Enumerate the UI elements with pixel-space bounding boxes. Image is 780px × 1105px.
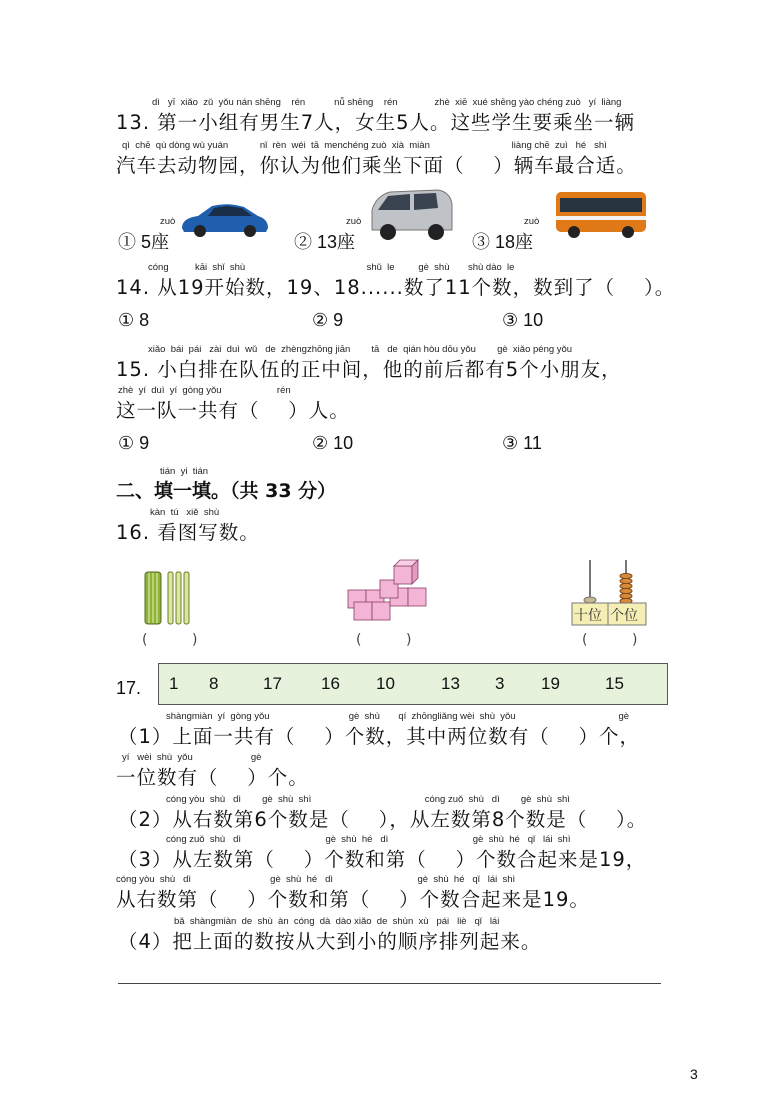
abacus-ones-label: 个位 xyxy=(610,608,638,624)
option-mark: ③ xyxy=(502,433,519,453)
sedan-car-image xyxy=(178,198,270,240)
option-2 xyxy=(312,310,343,331)
option-mark: ② xyxy=(294,232,312,252)
option-mark: ① xyxy=(118,433,135,453)
abacus-tens-label: 十位 xyxy=(574,608,602,624)
pinyin: xiǎo bái pái zài duì wǔ de zhèngzhōng jiān tā de qián hòu dōu yǒu gè xiǎo péng yǒu xyxy=(148,344,573,355)
option-text: 5座 xyxy=(141,232,170,252)
option-text: 18座 xyxy=(495,232,534,252)
pinyin: yí wèi shù yǒu gè xyxy=(122,752,262,763)
number: 19 xyxy=(541,674,560,693)
option-text: 9 xyxy=(333,310,344,330)
option-2 xyxy=(312,433,353,454)
option-1 xyxy=(118,228,169,254)
option-mark: ③ xyxy=(502,310,519,330)
answer-blank[interactable]: ( ) xyxy=(142,632,198,648)
bus-image xyxy=(554,186,648,242)
pinyin: qì chē qù dòng wù yuán nǐ rèn wéi tā menchéng zuò xià miàn liàng chē zuì hé shì xyxy=(122,140,607,151)
option-1 xyxy=(118,310,149,331)
sub-question-2: （2）从右数第6个数是（ ），从左数第8个数是（ ）。 xyxy=(118,808,648,831)
question-13-text: 13. 第一小组有男生7人，女生5人。这些学生要乘坐一辆 xyxy=(116,111,636,134)
pinyin: zuò xyxy=(346,216,362,227)
number: 8 xyxy=(209,674,219,693)
option-text: 10 xyxy=(333,433,354,453)
pinyin: tián yi tián xyxy=(160,466,209,477)
option-text: 8 xyxy=(139,310,150,330)
pinyin: zuò xyxy=(160,216,176,227)
option-1 xyxy=(118,433,149,454)
question-16-text: 16. 看图写数。 xyxy=(116,521,260,544)
pinyin: zhè yí duì yí gòng yǒu rén xyxy=(118,385,291,396)
option-3 xyxy=(472,228,533,254)
question-17-label: 17. xyxy=(116,678,142,698)
pinyin: cóng kāi shǐ shù shǔ le gè shù shù dào le xyxy=(148,262,515,273)
sub-question-4: （4）把上面的数按从大到小的顺序排列起来。 xyxy=(118,930,542,953)
option-mark: ① xyxy=(118,310,135,330)
minivan-image xyxy=(366,186,454,244)
number: 10 xyxy=(376,674,395,693)
pinyin: shàngmiàn yí gòng yǒu gè shù qí zhōngliǎng wèi shù yǒu gè xyxy=(166,711,630,722)
option-2 xyxy=(294,228,355,254)
option-mark: ② xyxy=(312,433,329,453)
pinyin: cóng yòu shù dì gè shù hé dì gè shù hé qǐ lái shì xyxy=(116,874,516,885)
sub-question-1: 一位数有（ ）个。 xyxy=(116,766,309,789)
question-15-text: 15. 小白排在队伍的正中间，他的前后都有5个小朋友， xyxy=(116,358,622,381)
option-mark: ② xyxy=(312,310,329,330)
pinyin: cóng zuǒ shù dì gè shù hé dì gè shù hé qǐ lái shì xyxy=(166,834,571,845)
answer-line[interactable] xyxy=(118,983,661,984)
option-mark: ① xyxy=(118,232,136,252)
page-number: 3 xyxy=(690,1066,698,1082)
cubes-image xyxy=(340,558,430,624)
question-15-text: 这一队一共有（ ）人。 xyxy=(116,399,350,422)
number: 15 xyxy=(605,674,624,693)
option-text: 9 xyxy=(139,433,150,453)
option-text: 11 xyxy=(523,433,542,453)
option-mark: ③ xyxy=(472,232,490,252)
sub-question-1: （1）上面一共有（ ）个数，其中两位数有（ ）个， xyxy=(118,725,640,748)
option-text: 10 xyxy=(523,310,544,330)
question-13-text: 汽车去动物园，你认为他们乘坐下面（ ）辆车最合适。 xyxy=(116,154,637,177)
pinyin: zuò xyxy=(524,216,540,227)
pinyin: dì yī xiǎo zǔ yǒu nán shēng rén nǚ shēng rén zhè xiē xué shēng yào chéng zuò yí liàng xyxy=(152,97,622,108)
pinyin: cóng yòu shù dì gè shù shì cóng zuǒ shù dì gè shù shì xyxy=(166,794,570,805)
number: 1 xyxy=(169,674,179,693)
number: 13 xyxy=(441,674,460,693)
answer-blank[interactable]: ( ) xyxy=(582,632,638,648)
sub-question-3: （3）从左数第（ ）个数和第（ ）个数合起来是19， xyxy=(118,848,647,871)
option-text: 13座 xyxy=(317,232,356,252)
counting-sticks-image xyxy=(144,570,194,626)
number-box xyxy=(158,663,668,705)
pinyin: bǎ shàngmiàn de shù àn cóng dà dào xiǎo de shùn xù pái liè qǐ lái xyxy=(174,916,500,927)
number: 17 xyxy=(263,674,282,693)
sub-question-3: 从右数第（ ）个数和第（ ）个数合起来是19。 xyxy=(116,888,590,911)
number: 16 xyxy=(321,674,340,693)
number: 3 xyxy=(495,674,505,693)
answer-blank[interactable]: ( ) xyxy=(356,632,412,648)
question-14-text: 14. 从19开始数，19、18......数了11个数，数到了（ ）。 xyxy=(116,276,676,299)
pinyin: kàn tú xiě shù xyxy=(150,507,220,518)
option-3 xyxy=(502,433,542,454)
option-3 xyxy=(502,310,543,331)
section-heading: 二、填一填。（共 33 分） xyxy=(116,480,337,502)
